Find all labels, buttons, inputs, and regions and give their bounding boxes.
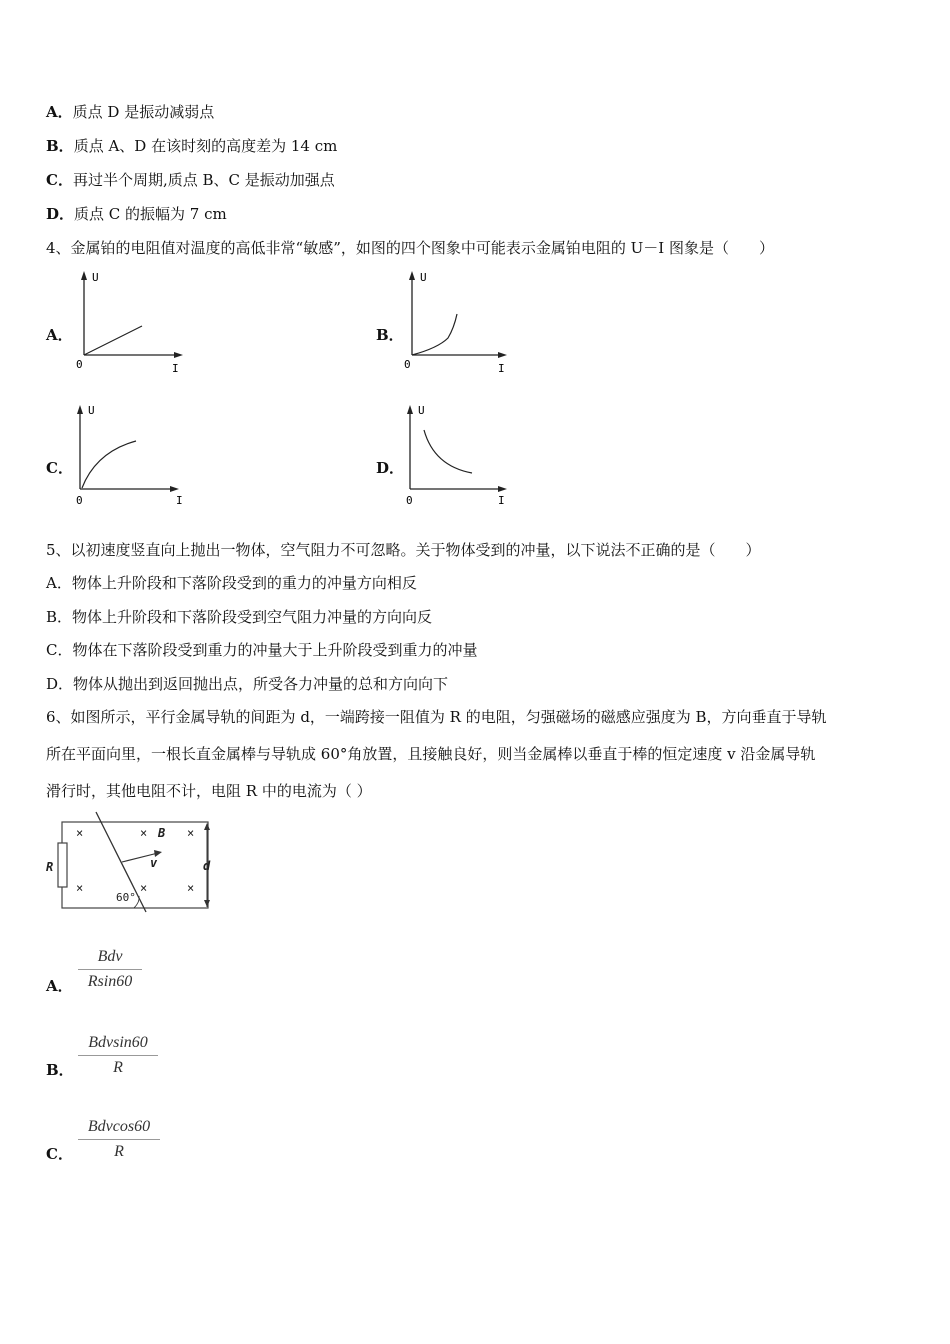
q6-option-a-fraction [78,948,142,991]
graph-d-origin: 0 [406,494,413,507]
graph-a-x-label: I [172,362,179,375]
q5-option-c: C．物体在下落阶段受到重力的冲量大于上升阶段受到重力的冲量 [46,641,478,659]
q6-option-c-denominator: R [114,1143,124,1160]
graph-c-curve [82,441,136,488]
cross-4: × [76,881,84,895]
q6-option-a-denominator: Rsin60 [87,973,133,990]
q6-option-b-fraction [78,1034,158,1077]
q5-stem: 5、以初速度竖直向上抛出一物体，空气阻力不可忽略。关于物体受到的冲量，以下说法不正确的是（ ） [46,541,761,559]
cross-3: × [187,826,195,840]
gap-label: d [203,859,211,873]
q4-graph-b [398,268,518,380]
graph-b-x-label: I [498,362,505,375]
angle-label: 60° [116,891,136,904]
field-label: B [158,826,166,840]
q4-graph-label-d: D． [376,459,405,477]
graph-c-origin: 0 [76,494,83,507]
graph-c-x-label: I [176,494,183,507]
q6-option-c-fraction [78,1118,160,1161]
graph-b-origin: 0 [404,358,411,371]
graph-a-y-label: U [92,271,99,284]
q6-option-b-denominator: R [113,1059,123,1076]
graph-a-origin: 0 [76,358,83,371]
cross-6: × [187,881,195,895]
q4-stem: 4、金属铂的电阻值对温度的高低非常“敏感”，如图的四个图象中可能表示金属铂电阻的 U－I 图象是（ ） [46,239,774,257]
cross-5: × [140,881,148,895]
q6-stem-line-2: 所在平面向里，一根长直金属棒与导轨成 60°角放置，且接触良好，则当金属棒以垂直于棒的恒定速度 v 沿金属导轨 [46,745,816,763]
graph-c-y-label: U [88,404,95,417]
q4-graph-a [70,268,190,380]
q5-option-a: A．物体上升阶段和下落阶段受到的重力的冲量方向相反 [46,574,417,592]
q3-option-a: A．质点 D 是振动减弱点 [46,103,215,121]
q6-circuit-figure [42,810,218,916]
graph-d-curve [424,430,472,473]
q3-option-c: C．再过半个周期,质点 B、C 是振动加强点 [46,171,335,189]
q4-graph-label-c: C． [46,459,73,477]
q6-stem-line-3: 滑行时，其他电阻不计，电阻 R 中的电流为（ ） [46,782,372,800]
graph-b-curve [412,314,457,355]
velocity-label: v [150,856,158,870]
graph-d-x-label: I [498,494,505,507]
q6-option-b-numerator: Bdvsin60 [88,1034,148,1051]
q6-option-a-label: A． [46,977,73,995]
cross-1: × [76,826,84,840]
q6-option-c-label: C． [46,1145,73,1163]
q4-graph-d [398,400,522,512]
q6-option-b-label: B． [46,1061,74,1079]
q5-option-d: D．物体从抛出到返回抛出点，所受各力冲量的总和方向向下 [46,675,449,693]
graph-b-y-label: U [420,271,427,284]
graph-a-curve [84,326,142,355]
q6-option-a-numerator: Bdv [97,948,123,965]
q3-option-d: D．质点 C 的振幅为 7 cm [46,205,227,223]
q4-graph-label-b: B． [376,326,404,344]
resistor-label: R [46,860,54,874]
q6-option-c-numerator: Bdvcos60 [87,1118,151,1135]
q4-graph-label-a: A． [46,326,73,344]
cross-2: × [140,826,148,840]
q6-stem-line-1: 6、如图所示，平行金属导轨的间距为 d，一端跨接一阻值为 R 的电阻，匀强磁场的磁感应强度为 B，方向垂直于导轨 [46,708,827,726]
q4-graph-c [66,400,190,512]
graph-d-y-label: U [418,404,425,417]
q5-option-b: B．物体上升阶段和下落阶段受到空气阻力冲量的方向向反 [46,608,433,626]
q3-option-b: B．质点 A、D 在该时刻的高度差为 14 cm [46,137,338,155]
resistor [58,843,67,887]
